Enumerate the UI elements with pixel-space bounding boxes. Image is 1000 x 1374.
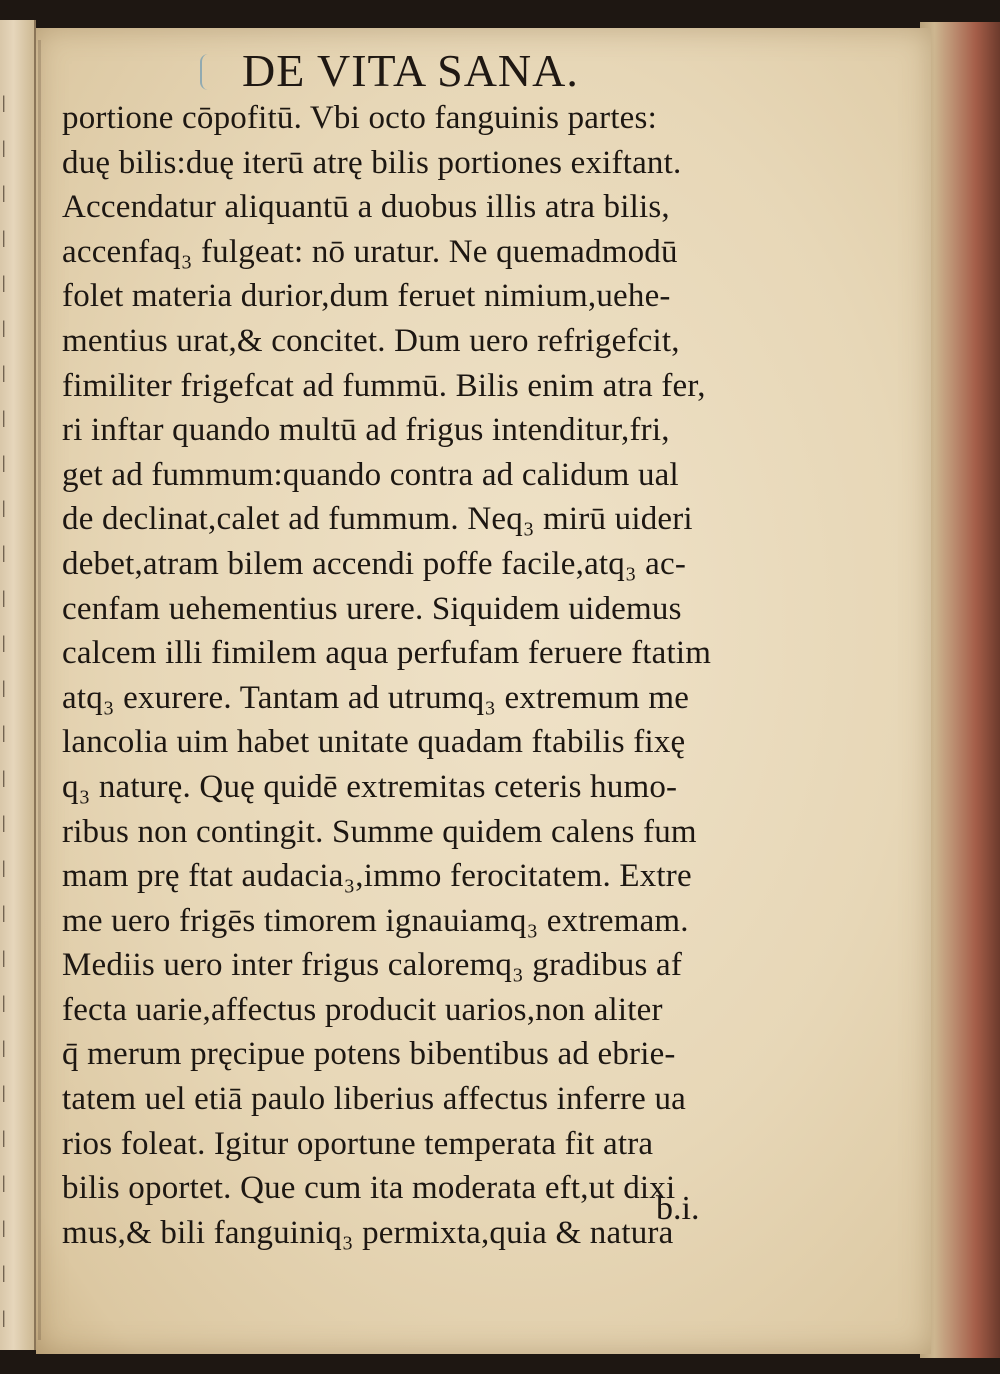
text-line: accenfaq₃ fulgeat: nō uratur. Ne quemadmodū <box>62 233 678 270</box>
text-line: fecta uarie,affectus producit uarios,non aliter <box>62 991 663 1028</box>
text-line: calcem illi fimilem aqua perfufam feruere ftatim <box>62 635 712 672</box>
text-line: debet,atram bilem accendi poffe facile,atq₃ ac- <box>62 545 687 582</box>
signature-mark: b.i. <box>656 1190 700 1227</box>
text-line: atq₃ exurere. Tantam ad utrumq₃ extremum me <box>62 679 690 716</box>
text-line: cenfam uehementius urere. Siquidem uidemus <box>62 590 682 627</box>
text-line: mam prę ftat audacia₃,immo ferocitatem. Extre <box>62 858 692 895</box>
text-line: Mediis uero inter frigus caloremq₃ gradibus af <box>62 947 683 984</box>
text-line: Accendatur aliquantū a duobus illis atra bilis, <box>62 189 670 226</box>
text-line: mus,& bili fanguiniq₃ permixta,quia & natura <box>62 1214 674 1251</box>
left-page-glyphs: | | | | | | | | | | | | | | | | | | | | | | | | | | | | <box>2 92 6 1327</box>
text-line: portione cōpofitū. Vbi octo fanguinis partes: <box>62 100 657 136</box>
right-page-edge <box>920 22 1000 1358</box>
text-line: q̄ merum pręcipue potens bibentibus ad ebrie- <box>62 1036 676 1073</box>
text-line: rios foleat. Igitur oportune temperata fit atra <box>62 1125 654 1162</box>
header-paragraph-mark <box>200 54 216 90</box>
text-line: me uero frigēs timorem ignauiamq₃ extremam. <box>62 902 689 939</box>
text-line: bilis oportet. Que cum ita moderata eft,ut dixi <box>62 1170 676 1207</box>
text-line: mentius urat,& concitet. Dum uero refrigefcit, <box>62 322 680 359</box>
text-line: tatem uel etiā paulo liberius affectus inferre ua <box>62 1081 687 1118</box>
text-line: duę bilis:duę iterū atrę bilis portiones exiftant. <box>62 144 682 181</box>
text-line: get ad fummum:quando contra ad calidum ual <box>62 456 679 493</box>
running-head: DE VITA SANA. <box>242 45 579 96</box>
text-line: ri inftar quando multū ad frigus intenditur,fri, <box>62 412 670 449</box>
text-line: q₃ naturę. Quę quidē extremitas ceteris humo- <box>62 768 678 805</box>
left-page-edge <box>0 20 36 1350</box>
text-line: lancolia uim habet unitate quadam ftabilis fixę <box>62 724 686 761</box>
body-text <box>62 96 822 1255</box>
text-line: de declinat,calet ad fummum. Neq₃ mirū uideri <box>62 501 693 538</box>
text-line: ribus non contingit. Summe quidem calens fum <box>62 813 697 850</box>
gutter-line <box>38 40 41 1340</box>
text-line: fimiliter frigefcat ad fummū. Bilis enim atra fer, <box>62 367 706 404</box>
text-line: folet materia durior,dum feruet nimium,uehe- <box>62 278 671 315</box>
